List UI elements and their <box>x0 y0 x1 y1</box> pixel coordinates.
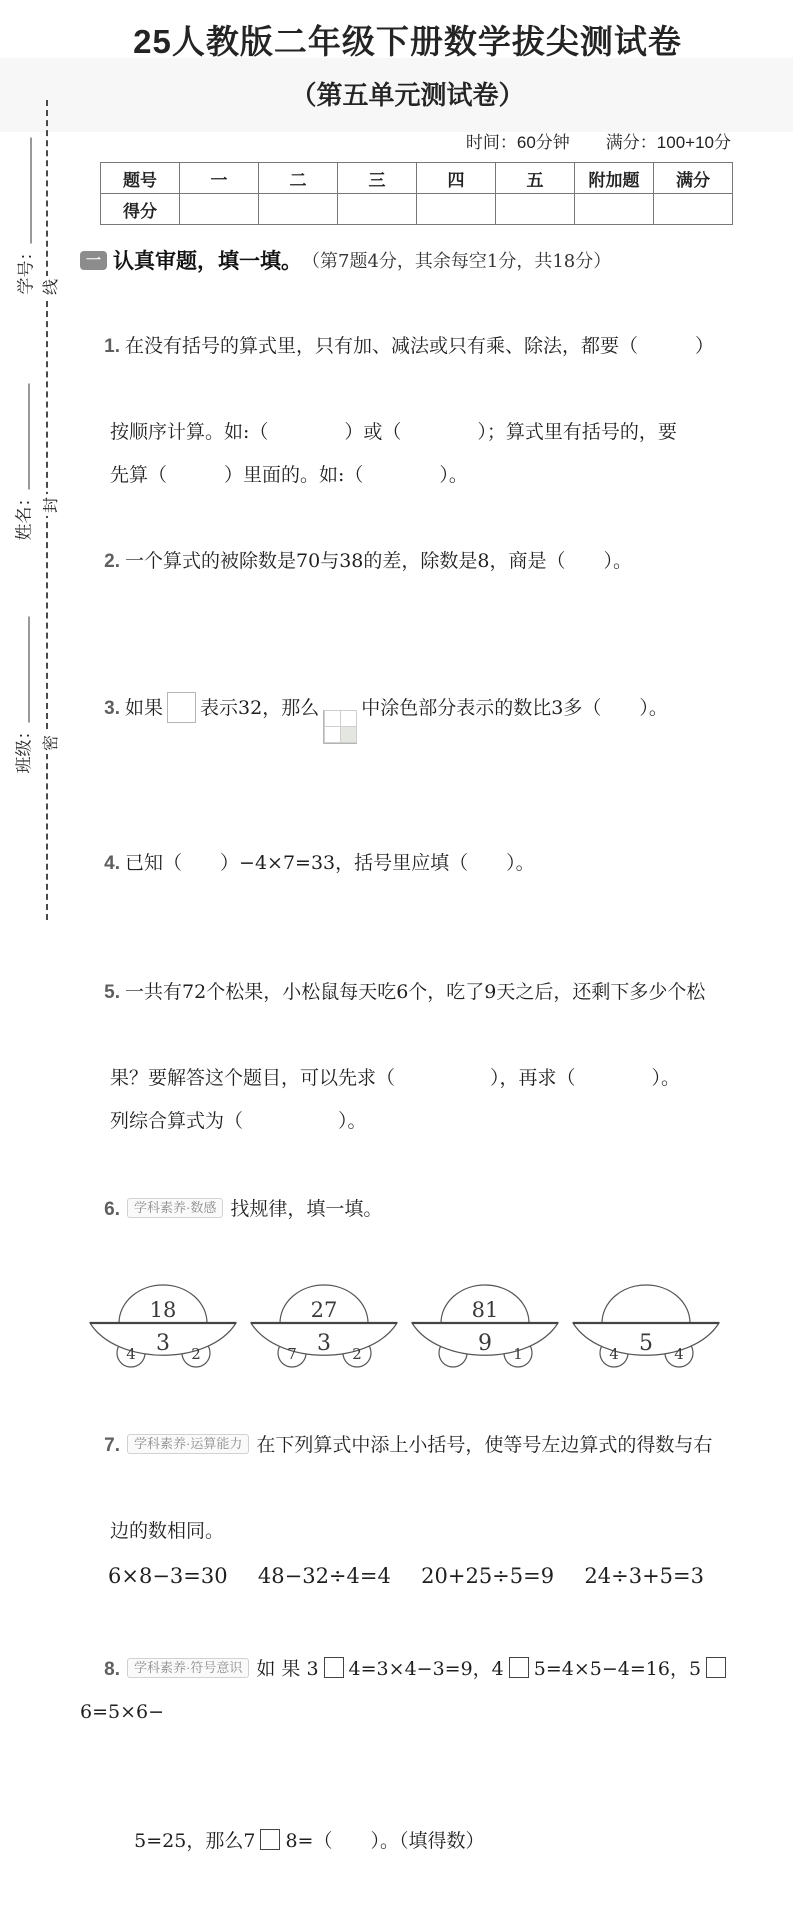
score-row-label: 得分 <box>101 194 180 225</box>
question-1-line3: 先算（ ）里面的。如:（ ）。 <box>110 464 468 486</box>
grid-cell <box>324 726 341 743</box>
score-table-header: 题号 <box>101 163 180 194</box>
question-number: 6. <box>104 1198 121 1220</box>
ufo-diagram-4 <box>571 1278 721 1373</box>
question-text: 8=（ ）。（填得数） <box>285 1829 485 1852</box>
question-text: 一个算式的被除数是70与38的差，除数是8，商是（ ）。 <box>125 550 632 572</box>
wheel-value: 2 <box>352 1344 362 1363</box>
shaded-grid-diagram <box>323 710 357 744</box>
student-id-label: 学号： <box>16 243 36 295</box>
score-table <box>100 162 733 225</box>
question-text: 如果 <box>125 697 164 719</box>
score-cell <box>654 194 733 225</box>
body-value: 5 <box>639 1330 653 1356</box>
question-1 <box>80 282 735 411</box>
score-table-header-row <box>101 163 733 194</box>
time-info: 时间：60分钟 <box>465 133 570 152</box>
question-text: 中涂色部分表示的数比3多（ ）。 <box>361 697 668 719</box>
name-field <box>13 384 37 541</box>
seal-char-middle: 封 <box>38 494 58 516</box>
question-7-equations <box>80 1553 704 1599</box>
grid-cell <box>324 710 341 727</box>
question-2 <box>80 497 735 626</box>
wheel-value: 2 <box>191 1344 201 1363</box>
operator-blank-square <box>260 1829 280 1850</box>
question-1-line2: 按顺序计算。如:（ ）或（ ）；算式里有括号的，要 <box>110 421 677 443</box>
operator-blank-square <box>324 1657 344 1678</box>
page-subtitle: （第五单元测试卷） <box>290 80 525 110</box>
question-text: 找规律，填一填。 <box>230 1197 383 1220</box>
score-cell <box>496 194 575 225</box>
competency-tag: 学科素养·数感 <box>127 1198 223 1218</box>
section-one-header <box>80 245 735 275</box>
score-cell <box>575 194 654 225</box>
question-5 <box>80 928 735 1057</box>
fullscore-info: 满分：100+10分 <box>605 133 731 152</box>
seal-char-bottom: 密 <box>38 732 58 754</box>
score-table-header: 附加题 <box>575 163 654 194</box>
question-number: 2. <box>104 551 121 572</box>
score-cell <box>180 194 259 225</box>
question-text: 4=3×4−3=9，4 <box>348 1657 504 1680</box>
test-paper <box>80 16 735 1906</box>
wheel-value: 4 <box>674 1344 684 1363</box>
question-number: 7. <box>104 1434 121 1456</box>
body-value: 3 <box>156 1330 170 1356</box>
question-text: 6=5×6− <box>80 1700 165 1723</box>
question-text: 一共有72个松果，小松鼠每天吃6个，吃了9天之后，还剩下多少个松 <box>125 980 706 1003</box>
question-number: 1. <box>104 336 121 357</box>
question-8-line2 <box>80 1777 735 1906</box>
score-cell <box>338 194 417 225</box>
question-5-line3: 列综合算式为（ ）。 <box>110 1109 367 1132</box>
question-text: 已知（ ）−4×7=33，括号里应填（ ）。 <box>125 851 535 874</box>
grid-cell <box>340 710 357 727</box>
question-text: 如 果 3 <box>256 1657 319 1680</box>
question-3 <box>80 626 735 799</box>
score-cell <box>417 194 496 225</box>
wheel-value: 4 <box>609 1344 619 1363</box>
ufo-diagram-3 <box>410 1278 560 1373</box>
wheel-value: 1 <box>513 1344 523 1363</box>
question-number: 3. <box>104 698 121 719</box>
ufo-diagram-1 <box>88 1278 238 1373</box>
score-table-score-row <box>101 194 733 225</box>
class-blank-line <box>25 617 30 723</box>
score-table-header: 一 <box>180 163 259 194</box>
question-6 <box>80 1143 735 1274</box>
class-label: 班级： <box>14 722 34 774</box>
name-label: 姓名： <box>14 489 34 541</box>
section-one-note: （第7题4分，其余每空1分，共18分） <box>302 251 612 272</box>
score-table-header: 三 <box>338 163 417 194</box>
ufo-diagram-2 <box>249 1278 399 1373</box>
wheel-value: 7 <box>287 1344 297 1363</box>
equation: 24÷3+5=3 <box>584 1563 704 1588</box>
section-one-icon: 一 <box>80 251 107 270</box>
operator-blank-square <box>509 1657 529 1678</box>
grid-cell-shaded <box>340 726 357 743</box>
question-number: 4. <box>104 852 121 874</box>
dome-value: 27 <box>310 1297 338 1322</box>
name-blank-line <box>25 384 30 490</box>
ufo-diagram-row <box>88 1278 735 1373</box>
wheel-value: 4 <box>126 1344 136 1363</box>
page-title: 25人教版二年级下册数学拔尖测试卷 <box>133 23 682 60</box>
score-table-header: 四 <box>417 163 496 194</box>
question-7 <box>80 1379 735 1510</box>
equation: 6×8−3=30 <box>108 1563 228 1588</box>
body-value: 9 <box>478 1330 492 1356</box>
question-text: 5=4×5−4=16，5 <box>533 1657 702 1680</box>
score-table-header: 二 <box>259 163 338 194</box>
blank-square <box>167 692 196 723</box>
question-number: 8. <box>104 1658 121 1680</box>
question-number: 5. <box>104 981 121 1003</box>
score-table-header: 满分 <box>654 163 733 194</box>
question-text: 在下列算式中添上小括号，使等号左边算式的得数与右 <box>256 1433 713 1456</box>
dome-value: 18 <box>149 1297 177 1322</box>
question-7-line2: 边的数相同。 <box>110 1519 225 1542</box>
operator-blank-square <box>706 1657 726 1678</box>
question-text: 5=25，那么7 <box>134 1829 256 1852</box>
dome-value: 81 <box>471 1297 499 1322</box>
seal-char-top: 线 <box>38 276 58 298</box>
ufo-dome <box>602 1285 690 1323</box>
section-one-title: 认真审题，填一填。 <box>113 248 302 273</box>
question-8 <box>80 1603 735 1777</box>
score-cell <box>259 194 338 225</box>
competency-tag: 学科素养·符号意识 <box>127 1658 249 1678</box>
question-text: 在没有括号的算式里，只有加、减法或只有乘、除法，都要（ ） <box>125 335 715 357</box>
student-id-field <box>15 138 39 295</box>
exam-info-line <box>80 128 735 153</box>
question-4 <box>80 799 735 928</box>
question-5-line2: 果？要解答这个题目，可以先求（ ），再求（ ）。 <box>110 1066 681 1089</box>
question-text: 表示32，那么 <box>200 697 320 719</box>
equation: 48−32÷4=4 <box>257 1563 391 1588</box>
student-id-blank-line <box>27 138 32 244</box>
class-field <box>13 617 37 774</box>
score-table-header: 五 <box>496 163 575 194</box>
body-value: 3 <box>317 1330 331 1356</box>
equation: 20+25÷5=9 <box>421 1563 555 1588</box>
competency-tag: 学科素养·运算能力 <box>127 1434 249 1454</box>
